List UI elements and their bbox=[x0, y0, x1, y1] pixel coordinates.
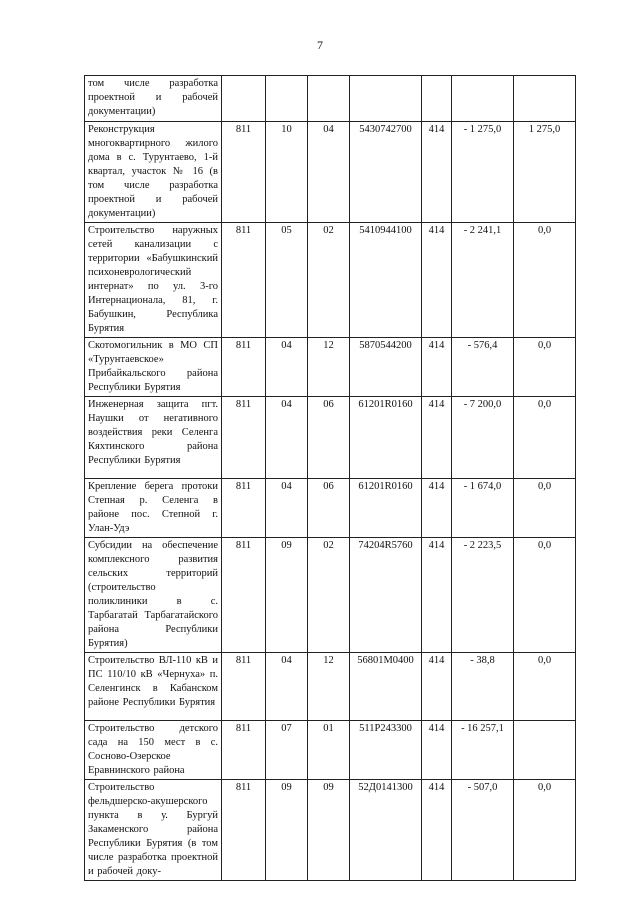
section-code-cell: 09 bbox=[266, 538, 308, 653]
target-article-cell: 61201R0160 bbox=[350, 397, 422, 479]
subsection-code-cell: 01 bbox=[308, 721, 350, 780]
amount-total-cell bbox=[514, 76, 576, 122]
row-name-cell: Строительство фельдшерско-акушерского пункта в у. Бургуй Закаменского района Республики Бурятия (в том числе разработка проектной и рабочей доку- bbox=[85, 780, 222, 881]
target-article-cell: 61201R0160 bbox=[350, 479, 422, 538]
table-row bbox=[85, 721, 576, 780]
amount-total-cell: 0,0 bbox=[514, 653, 576, 721]
budget-table bbox=[84, 75, 576, 881]
ved-code-cell: 811 bbox=[222, 397, 266, 479]
table-row bbox=[85, 223, 576, 338]
amount-total-cell: 1 275,0 bbox=[514, 122, 576, 223]
section-code-cell: 04 bbox=[266, 338, 308, 397]
amount-change-cell: - 2 223,5 bbox=[452, 538, 514, 653]
amount-change-cell: - 16 257,1 bbox=[452, 721, 514, 780]
row-name-cell: Строительство детского сада на 150 мест в с. Сосново-Озерское Еравнинского района bbox=[85, 721, 222, 780]
expense-type-cell: 414 bbox=[422, 479, 452, 538]
expense-type-cell bbox=[422, 76, 452, 122]
amount-change-cell: - 7 200,0 bbox=[452, 397, 514, 479]
amount-change-cell bbox=[452, 76, 514, 122]
amount-total-cell: 0,0 bbox=[514, 338, 576, 397]
subsection-code-cell bbox=[308, 76, 350, 122]
row-name-cell: Строительство наружных сетей канализации с территории «Бабушкинский психоневрологический интернат» по ул. 3-го Интернационала, 81, г. Бабушкин, Республика Бурятия bbox=[85, 223, 222, 338]
target-article-cell: 5430742700 bbox=[350, 122, 422, 223]
section-code-cell bbox=[266, 76, 308, 122]
subsection-code-cell: 06 bbox=[308, 479, 350, 538]
ved-code-cell: 811 bbox=[222, 653, 266, 721]
amount-change-cell: - 2 241,1 bbox=[452, 223, 514, 338]
section-code-cell: 04 bbox=[266, 397, 308, 479]
table-row bbox=[85, 338, 576, 397]
ved-code-cell: 811 bbox=[222, 338, 266, 397]
row-name-cell: Субсидии на обеспечение комплексного развития сельских территорий (строительство поликлиники в с. Тарбагатай Тарбагатайского района Республики Бурятия) bbox=[85, 538, 222, 653]
table-row bbox=[85, 653, 576, 721]
amount-change-cell: - 576,4 bbox=[452, 338, 514, 397]
ved-code-cell bbox=[222, 76, 266, 122]
amount-total-cell: 0,0 bbox=[514, 780, 576, 881]
amount-total-cell: 0,0 bbox=[514, 397, 576, 479]
table-row bbox=[85, 76, 576, 122]
amount-change-cell: - 1 275,0 bbox=[452, 122, 514, 223]
section-code-cell: 04 bbox=[266, 653, 308, 721]
ved-code-cell: 811 bbox=[222, 780, 266, 881]
expense-type-cell: 414 bbox=[422, 338, 452, 397]
section-code-cell: 05 bbox=[266, 223, 308, 338]
row-name-cell: Инженерная защита пгт. Наушки от негативного воздействия реки Селенга Кяхтинского района Республики Бурятия bbox=[85, 397, 222, 479]
target-article-cell: 5410944100 bbox=[350, 223, 422, 338]
ved-code-cell: 811 bbox=[222, 122, 266, 223]
section-code-cell: 09 bbox=[266, 780, 308, 881]
expense-type-cell: 414 bbox=[422, 223, 452, 338]
subsection-code-cell: 12 bbox=[308, 653, 350, 721]
section-code-cell: 07 bbox=[266, 721, 308, 780]
target-article-cell: 52Д0141300 bbox=[350, 780, 422, 881]
amount-total-cell: 0,0 bbox=[514, 538, 576, 653]
target-article-cell: 74204R5760 bbox=[350, 538, 422, 653]
expense-type-cell: 414 bbox=[422, 721, 452, 780]
expense-type-cell: 414 bbox=[422, 780, 452, 881]
amount-total-cell: 0,0 bbox=[514, 223, 576, 338]
table-row bbox=[85, 122, 576, 223]
expense-type-cell: 414 bbox=[422, 397, 452, 479]
ved-code-cell: 811 bbox=[222, 721, 266, 780]
target-article-cell bbox=[350, 76, 422, 122]
expense-type-cell: 414 bbox=[422, 653, 452, 721]
section-code-cell: 04 bbox=[266, 479, 308, 538]
row-name-cell: Крепление берега протоки Степная р. Селенга в районе пос. Степной г. Улан-Удэ bbox=[85, 479, 222, 538]
amount-change-cell: - 507,0 bbox=[452, 780, 514, 881]
table-row bbox=[85, 479, 576, 538]
ved-code-cell: 811 bbox=[222, 479, 266, 538]
page-number: 7 bbox=[317, 38, 323, 52]
amount-total-cell bbox=[514, 721, 576, 780]
subsection-code-cell: 09 bbox=[308, 780, 350, 881]
amount-total-cell: 0,0 bbox=[514, 479, 576, 538]
row-name-cell: Реконструкция многоквартирного жилого дома в с. Турунтаево, 1-й квартал, участок № 16 (в том числе разработка проектной и рабочей документации) bbox=[85, 122, 222, 223]
subsection-code-cell: 02 bbox=[308, 538, 350, 653]
subsection-code-cell: 04 bbox=[308, 122, 350, 223]
expense-type-cell: 414 bbox=[422, 538, 452, 653]
target-article-cell: 56801M0400 bbox=[350, 653, 422, 721]
table-row bbox=[85, 538, 576, 653]
target-article-cell: 511P243300 bbox=[350, 721, 422, 780]
row-name-cell: Строительство ВЛ-110 кВ и ПС 110/10 кВ «Чернуха» п. Селенгинск в Кабанском районе Республики Бурятия bbox=[85, 653, 222, 721]
subsection-code-cell: 06 bbox=[308, 397, 350, 479]
expense-type-cell: 414 bbox=[422, 122, 452, 223]
ved-code-cell: 811 bbox=[222, 538, 266, 653]
table-row bbox=[85, 397, 576, 479]
row-name-cell: том числе разработка проектной и рабочей документации) bbox=[85, 76, 222, 122]
ved-code-cell: 811 bbox=[222, 223, 266, 338]
target-article-cell: 5870544200 bbox=[350, 338, 422, 397]
section-code-cell: 10 bbox=[266, 122, 308, 223]
amount-change-cell: - 38,8 bbox=[452, 653, 514, 721]
table-row bbox=[85, 780, 576, 881]
row-name-cell: Скотомогильник в МО СП «Турунтаевское» Прибайкальского района Республики Бурятия bbox=[85, 338, 222, 397]
subsection-code-cell: 12 bbox=[308, 338, 350, 397]
subsection-code-cell: 02 bbox=[308, 223, 350, 338]
amount-change-cell: - 1 674,0 bbox=[452, 479, 514, 538]
